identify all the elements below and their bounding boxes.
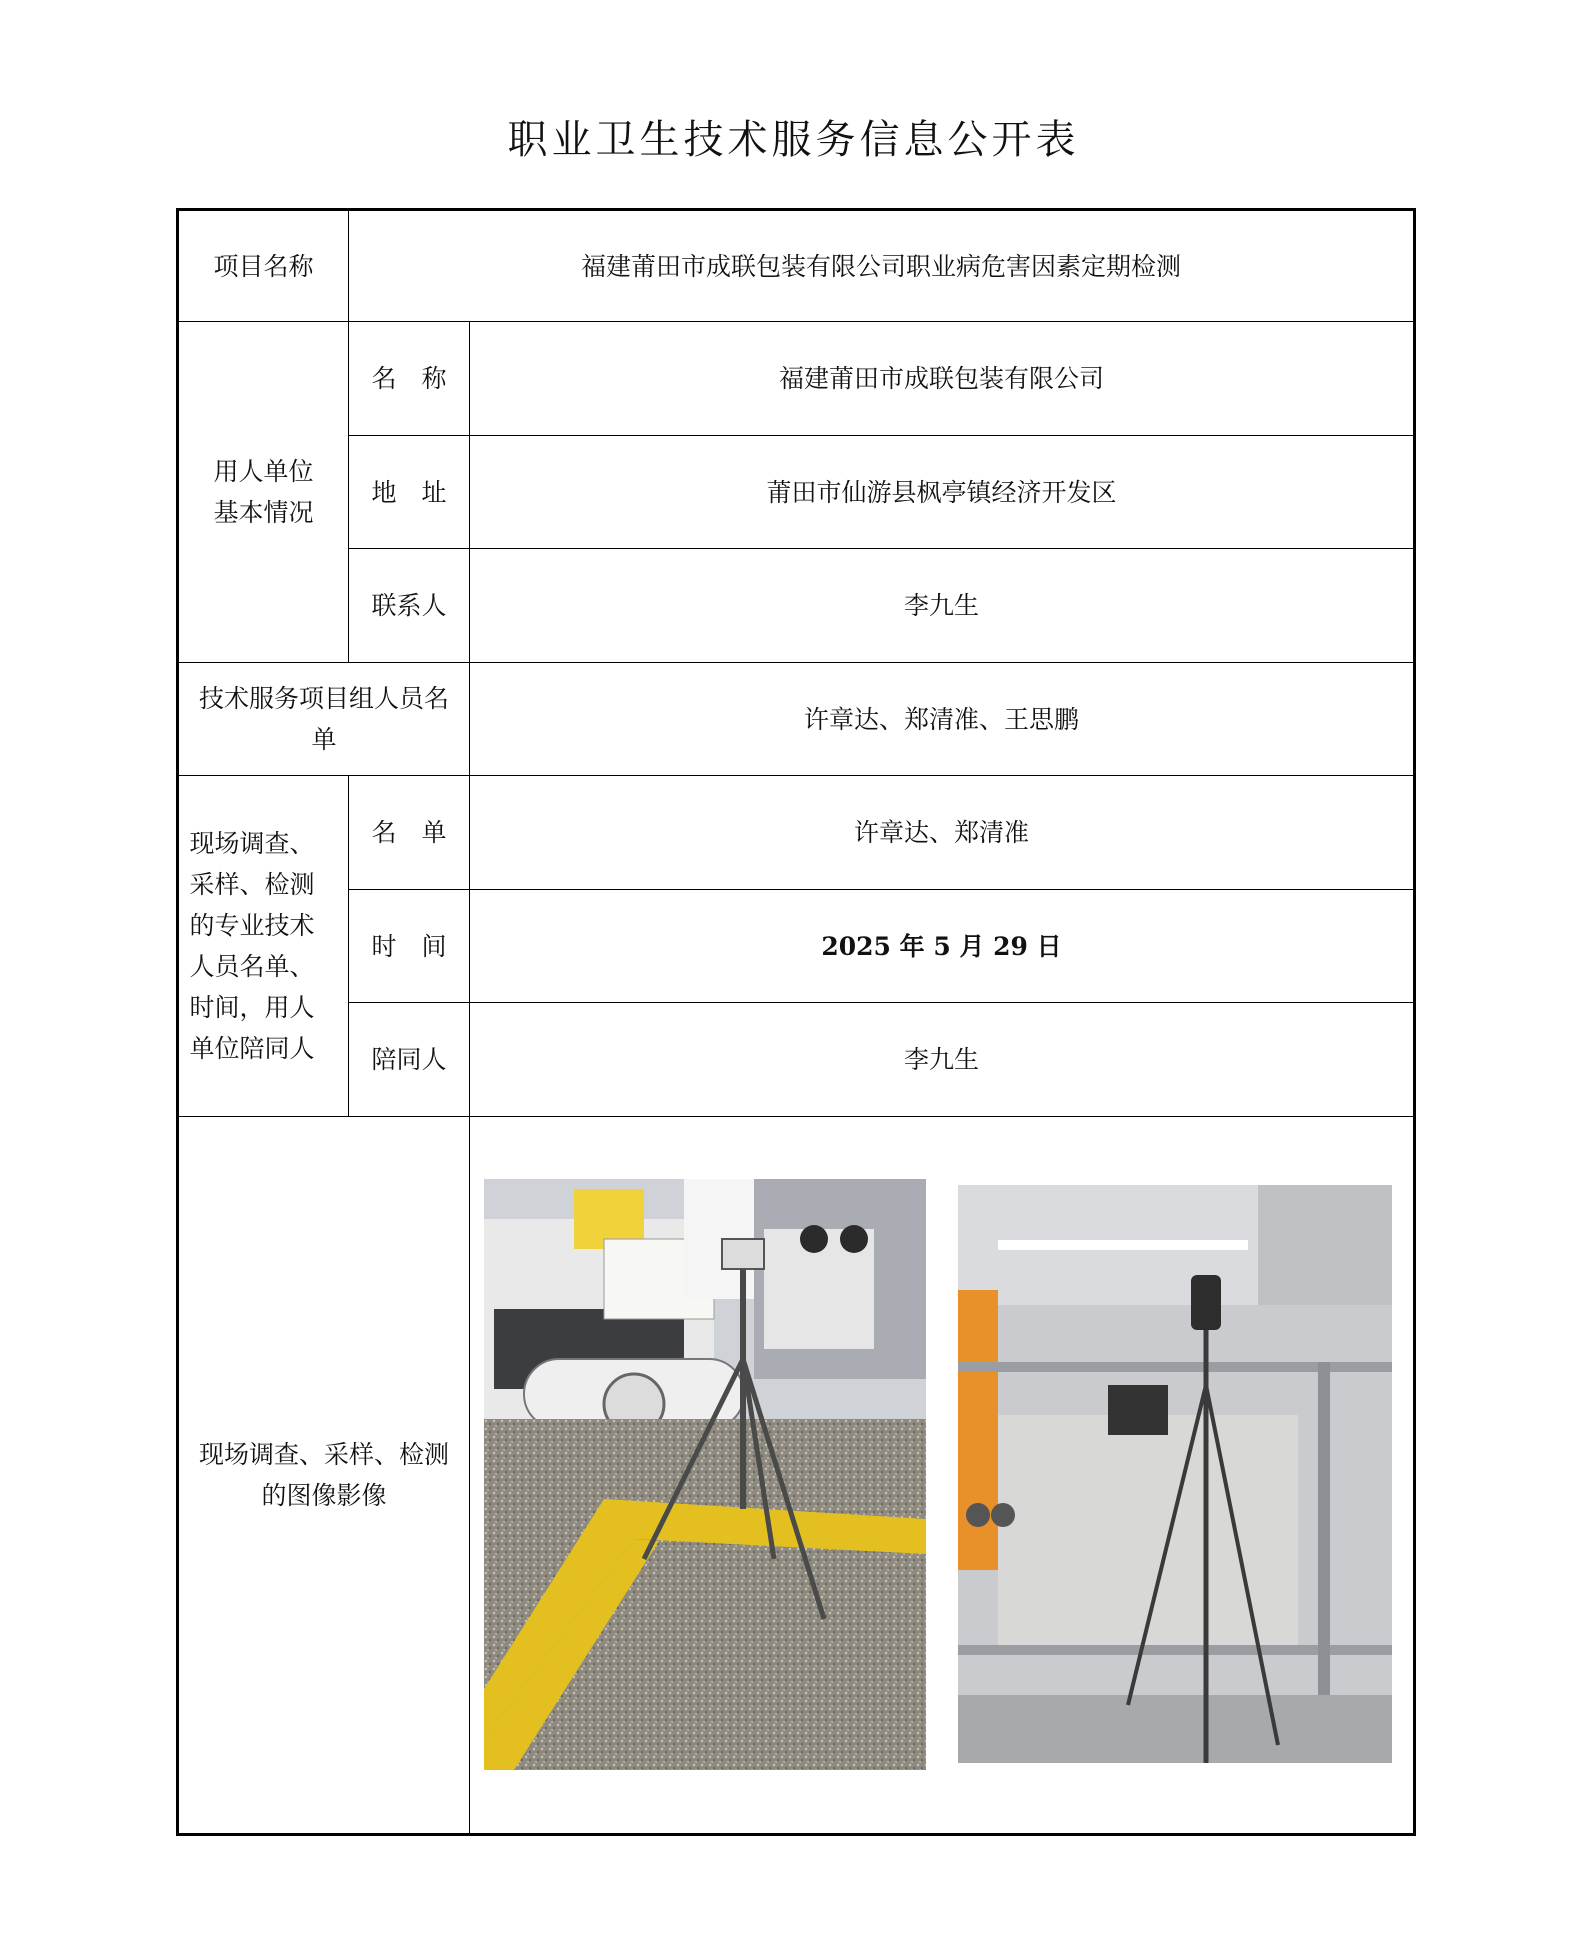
team-label: 技术服务项目组人员名单 <box>178 663 470 776</box>
employer-contact-value: 李九生 <box>470 549 1415 663</box>
team-value: 许章达、郑清准、王思鹏 <box>470 663 1415 776</box>
row-survey-time <box>178 890 1415 1003</box>
survey-escort-label: 陪同人 <box>349 1003 470 1117</box>
row-images <box>178 1117 1415 1835</box>
tripod-sampler-photo <box>484 1179 926 1770</box>
employer-contact-label: 联系人 <box>349 549 470 663</box>
employer-section-label: 用人单位基本情况 <box>178 322 349 663</box>
survey-time-value: 2025 年 5 月 29 日 <box>470 890 1415 1003</box>
row-employer-contact <box>178 549 1415 663</box>
survey-time-label: 时 间 <box>349 890 470 1003</box>
survey-section-label: 现场调查、采样、检测的专业技术人员名单、时间，用人单位陪同人 <box>178 776 349 1117</box>
row-survey-escort <box>178 1003 1415 1117</box>
employer-address-label: 地 址 <box>349 436 470 549</box>
row-project-name <box>178 210 1415 322</box>
row-team <box>178 663 1415 776</box>
employer-name-value: 福建莆田市成联包装有限公司 <box>470 322 1415 436</box>
project-name-label: 项目名称 <box>178 210 349 322</box>
images-cell <box>470 1117 1415 1835</box>
row-employer-name <box>178 322 1415 436</box>
survey-names-label: 名 单 <box>349 776 470 890</box>
employer-address-value: 莆田市仙游县枫亭镇经济开发区 <box>470 436 1415 549</box>
info-table <box>176 208 1416 1836</box>
row-employer-address <box>178 436 1415 549</box>
document-title: 职业卫生技术服务信息公开表 <box>507 117 1080 163</box>
project-name-value: 福建莆田市成联包装有限公司职业病危害因素定期检测 <box>349 210 1415 322</box>
row-survey-names <box>178 776 1415 890</box>
survey-escort-value: 李九生 <box>470 1003 1415 1117</box>
images-label: 现场调查、采样、检测的图像影像 <box>178 1117 470 1835</box>
employer-name-label: 名 称 <box>349 322 470 436</box>
survey-names-value: 许章达、郑清准 <box>470 776 1415 890</box>
tripod-camera-photo <box>958 1185 1392 1763</box>
